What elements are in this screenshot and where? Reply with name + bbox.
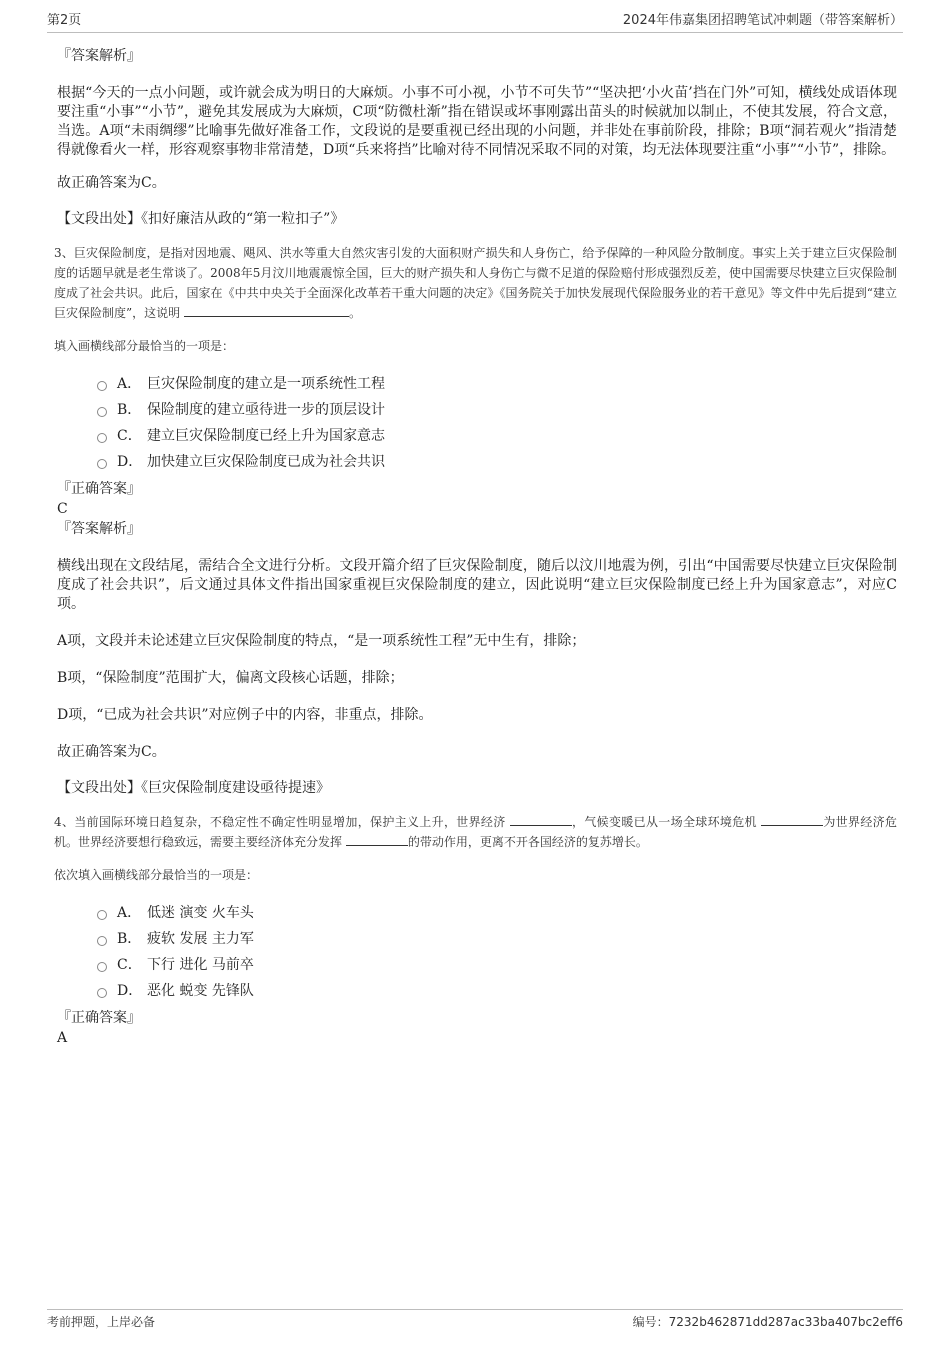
option-key: C． (117, 957, 142, 973)
option-d[interactable] (97, 449, 897, 475)
analysis-text: 根据“今天的一点小问题，或许就会成为明日的大麻烦。小事不可小视，小节不可失节”“坚决把‘小火苗’挡在门外”可知，横线处成语体现要注重“小事”“小节”，避免其发展成为大麻烦，C项“防微杜渐”指在错误或坏事刚露出苗头的时候就加以制止，不使其发展，符合文意，当选。A项“未雨绸缪”比喻事先做好准备工作，文段说的是要重视已经出现的小问题，并非处在事前阶段，排除；B项“洞若观火”指清楚得就像看火一样，形容观察事物非常清楚，D项“兵来将挡”比喻对待不同情况采取不同的对策，均无法体现要注重“小事”“小节”，排除。 (57, 85, 897, 158)
radio-icon[interactable] (97, 910, 107, 920)
question-4-stem-4: 的带动作用，更离不开各国经济的复苏增长。 (407, 835, 648, 849)
conclusion-text: 故正确答案为C。 (57, 175, 166, 191)
option-a[interactable] (97, 900, 897, 926)
correct-answer-label: 『正确答案』 (57, 481, 141, 497)
question-4-text (54, 812, 897, 852)
question-3-stem-end: 。 (348, 306, 361, 320)
option-key: C． (117, 428, 142, 444)
radio-icon[interactable] (97, 433, 107, 443)
option-key: B． (117, 402, 142, 418)
option-key: B． (117, 931, 142, 947)
option-key: D． (117, 454, 143, 470)
question-3-stem: 3、巨灾保险制度，是指对因地震、飓风、洪水等重大自然灾害引发的大面积财产损失和人身伤亡，给予保障的一种风险分散制度。事实上关于建立巨灾保险制度的话题早就是老生常谈了。2008年5月汶川地震震惊全国，巨大的财产损失和人身伤亡与微不足道的保险赔付形成强烈反差，使中国需要尽快建立巨灾保险制度成了社会共识。此后，国家在《中共中央关于全面深化改革若干重大问题的决定》《国务院关于加快发展现代保险服务业的若干意见》等文件中先后提到“建立巨灾保险制度”，这说明 (54, 246, 897, 320)
correct-answer: A (57, 1030, 68, 1046)
analysis-text: 横线出现在文段结尾，需结合全文进行分析。文段开篇介绍了巨灾保险制度，随后以汶川地震为例，引出“中国需要尽快建立巨灾保险制度成了社会共识”，后文通过具体文件指出国家重视巨灾保险制度的建立，因此说明“建立巨灾保险制度已经上升为国家意志”，对应C项。 (57, 558, 897, 612)
question-4-stem-1: 4、当前国际环境日趋复杂，不稳定性不确定性明显增加，保护主义上升，世界经济 (54, 815, 506, 829)
option-text: 低迷 演变 火车头 (147, 905, 254, 921)
option-text: 疲软 发展 主力军 (147, 931, 254, 947)
answer-blank (346, 833, 408, 846)
option-key: A． (117, 905, 142, 921)
answer-blank (184, 304, 349, 317)
radio-icon[interactable] (97, 936, 107, 946)
option-a[interactable] (97, 371, 897, 397)
option-d[interactable] (97, 978, 897, 1004)
document-title: 2024年伟嘉集团招聘笔试冲刺题（带答案解析） (622, 13, 903, 28)
radio-icon[interactable] (97, 407, 107, 417)
page-header (47, 10, 903, 33)
conclusion-text: 故正确答案为C。 (57, 744, 166, 760)
question-4-stem-2: ，气候变暖已从一场全球环境危机 (571, 815, 757, 829)
analysis-label: 『答案解析』 (57, 521, 141, 537)
option-text: 巨灾保险制度的建立是一项系统性工程 (147, 376, 385, 392)
radio-icon[interactable] (97, 459, 107, 469)
radio-icon[interactable] (97, 988, 107, 998)
option-text: 加快建立巨灾保险制度已成为社会共识 (147, 454, 385, 470)
correct-answer: C (57, 501, 68, 517)
option-b[interactable] (97, 926, 897, 952)
question-3-prompt: 填入画横线部分最恰当的一项是： (54, 339, 235, 353)
radio-icon[interactable] (97, 962, 107, 972)
option-c[interactable] (97, 952, 897, 978)
analysis-label: 『答案解析』 (57, 48, 141, 64)
answer-blank (510, 813, 572, 826)
page-footer (47, 1309, 903, 1334)
page-number: 第2页 (47, 13, 82, 28)
analysis-option-a: A项，文段并未论述建立巨灾保险制度的特点，“是一项系统性工程”无中生有，排除； (57, 633, 586, 649)
radio-icon[interactable] (97, 381, 107, 391)
source-text: 【文段出处】《巨灾保险制度建设亟待提速》 (57, 780, 330, 796)
analysis-option-d: D项，“已成为社会共识”对应例子中的内容，非重点，排除。 (57, 707, 433, 723)
option-c[interactable] (97, 423, 897, 449)
option-text: 保险制度的建立亟待进一步的顶层设计 (147, 402, 385, 418)
option-text: 下行 进化 马前卒 (147, 957, 254, 973)
option-text: 恶化 蜕变 先锋队 (147, 983, 254, 999)
option-text: 建立巨灾保险制度已经上升为国家意志 (147, 428, 385, 444)
source-text: 【文段出处】《扣好廉洁从政的“第一粒扣子”》 (57, 211, 345, 227)
option-key: A． (117, 376, 142, 392)
question-3-text (54, 243, 897, 323)
option-b[interactable] (97, 397, 897, 423)
question-4-stem-3: 为世界经济危机。世界经济要想行稳致远，需要主要经济体充分发挥 (54, 815, 897, 849)
document-id: 编号：7232b462871dd287ac33ba407bc2eff6 (632, 1315, 903, 1329)
answer-blank (761, 813, 823, 826)
analysis-option-b: B项，“保险制度”范围扩大，偏离文段核心话题，排除； (57, 670, 404, 686)
question-4-prompt: 依次填入画横线部分最恰当的一项是： (54, 868, 259, 882)
correct-answer-label: 『正确答案』 (57, 1010, 141, 1026)
question-3-options (97, 371, 897, 475)
option-key: D． (117, 983, 143, 999)
document-content (54, 40, 897, 1048)
footer-slogan: 考前押题，上岸必备 (47, 1315, 156, 1329)
question-4-options (97, 900, 897, 1004)
